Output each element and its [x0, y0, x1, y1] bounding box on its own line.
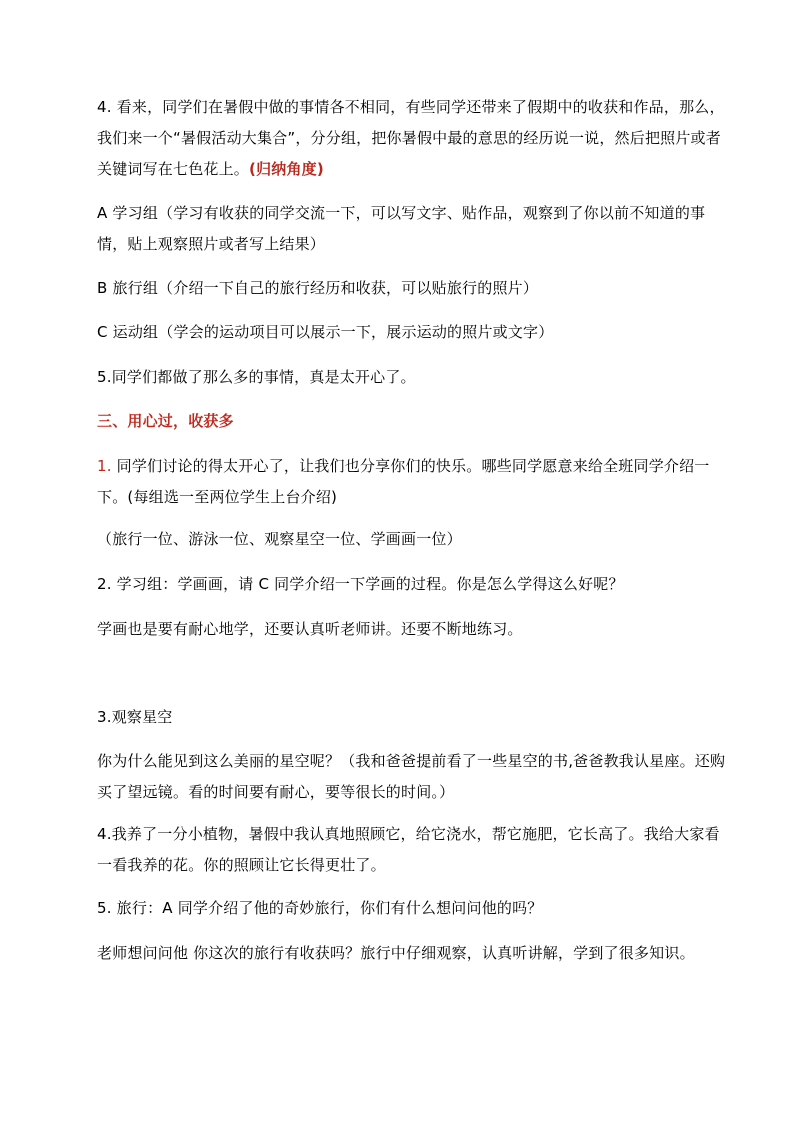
item-1-number: 1. [97, 457, 112, 475]
paragraph-section-4 [97, 92, 727, 185]
paragraph-item-3-answer: 你为什么能见到这么美丽的星空呢？（我和爸爸提前看了一些星空的书,爸爸教我认星座。还购买了望远镜。看的时间要有耐心，要等很长的时间。） [97, 752, 726, 801]
paragraph-item-4: 4.我养了一分小植物，暑假中我认真地照顾它，给它浇水，帮它施肥，它长高了。我给大家看一看我养的花。你的照顾让它长得更壮了。 [97, 825, 720, 874]
paragraph-group-b: B 旅行组（介绍一下自己的旅行经历和收获，可以贴旅行的照片） [97, 279, 539, 297]
paragraph-item-1 [97, 451, 727, 513]
paragraph-group-a: A 学习组（学习有收获的同学交流一下，可以写文字、贴作品，观察到了你以前不知道的事情，贴上观察照片或者写上结果） [97, 204, 706, 253]
paragraph-group-c: C 运动组（学会的运动项目可以展示一下，展示运动的照片或文字） [97, 323, 554, 341]
section-4-highlight: (归纳角度) [249, 160, 324, 178]
paragraph-item-2: 2. 学习组：学画画，请 C 同学介绍一下学画的过程。你是怎么学得这么好呢？ [97, 575, 624, 593]
paragraph-section-5: 5.同学们都做了那么多的事情，真是太开心了。 [97, 368, 416, 386]
paragraph-item-3: 3.观察星空 [97, 708, 173, 726]
paragraph-item-5-answer: 老师想问问他 你这次的旅行有收获吗？旅行中仔细观察，认真听讲解，学到了很多知识。 [97, 944, 695, 962]
section-heading: 三、用心过，收获多 [97, 412, 234, 430]
paragraph-item-2-answer: 学画也是要有耐心地学，还要认真听老师讲。还要不断地练习。 [97, 620, 523, 638]
paragraph-item-1-note: （旅行一位、游泳一位、观察星空一位、学画画一位） [97, 530, 462, 548]
paragraph-item-5: 5. 旅行：A 同学介绍了他的奇妙旅行，你们有什么想问问他的吗？ [97, 899, 543, 917]
section-4-text: 4. 看来，同学们在暑假中做的事情各不相同，有些同学还带来了假期中的收获和作品，那么，我们来一个“暑假活动大集合”，分分组，把你暑假中最的意思的经历说一说，然后把照片或者关键词写在七色花上。 [97, 98, 725, 178]
item-1-text: 同学们讨论的得太开心了，让我们也分享你们的快乐。哪些同学愿意来给全班同学介绍一下。(每组选一至两位学生上台介绍) [97, 457, 710, 506]
